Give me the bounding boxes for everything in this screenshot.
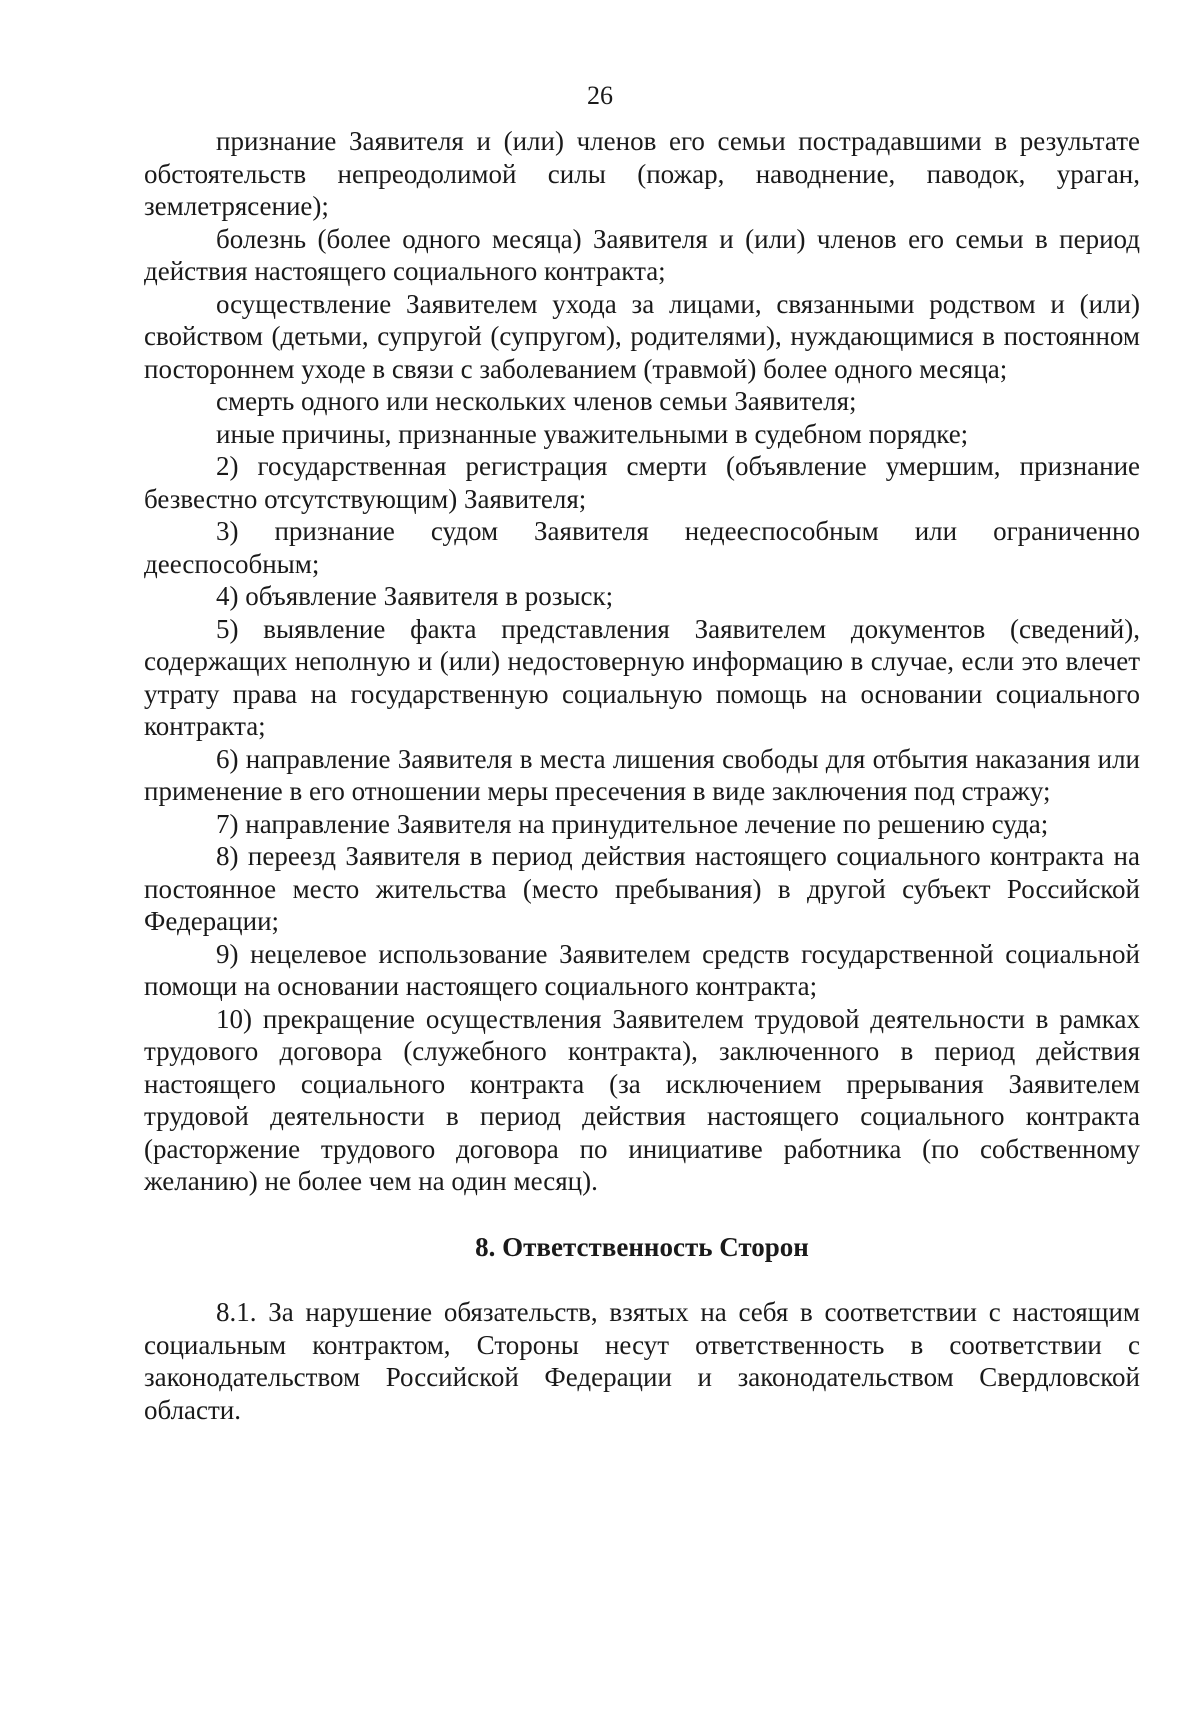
list-item-8: 8) переезд Заявителя в период действия настоящего социального контракта на постоянное место жительства (место пребывания) в другой субъект Российской Федерации; bbox=[144, 841, 1140, 936]
paragraph-care-for-relatives: осуществление Заявителем ухода за лицами, связанными родством и (или) свойством (детьми, супругой (супругом), родителями), нуждающимися в постоянном постороннем уходе в связи с заболеванием (травмой) более одного месяца; bbox=[144, 288, 1140, 384]
paragraph-death-of-family-member: смерть одного или нескольких членов семьи Заявителя; bbox=[216, 386, 857, 416]
paragraph-illness: болезнь (более одного месяца) Заявителя и (или) членов его семьи в период действия настоящего социального контракта; bbox=[144, 223, 1140, 286]
paragraph-other-reasons: иные причины, признанные уважительными в судебном порядке; bbox=[216, 418, 969, 449]
list-item-4: 4) объявление Заявителя в розыск; bbox=[216, 581, 614, 611]
list-item-9: 9) нецелевое использование Заявителем средств государственной социальной помощи на основании настоящего социального контракта; bbox=[144, 938, 1140, 1001]
clause-8-1: 8.1. За нарушение обязательств, взятых на себя в соответствии с настоящим социальным контрактом, Стороны несут ответственность в соответствии с законодательством Российской Федерации и законодательством Свердловской области. bbox=[144, 1297, 1140, 1425]
list-item-3: 3) признание судом Заявителя недееспособным или ограниченно дееспособным; bbox=[144, 516, 1140, 579]
list-item-2: 2) государственная регистрация смерти (объявление умершим, признание безвестно отсутствующим) Заявителя; bbox=[144, 451, 1140, 514]
list-item-10: 10) прекращение осуществления Заявителем трудовой деятельности в рамках трудового договора (служебного контракта), заключенного в период действия настоящего социального контракта (за исключением прерывания Заявителем трудовой деятельности в период действия настоящего социального контракта (расторжение трудового договора по инициативе работника (по собственному желанию) не более чем на один месяц). bbox=[144, 1003, 1140, 1196]
section-heading: 8. Ответственность Сторон bbox=[475, 1231, 809, 1262]
list-item-5: 5) выявление факта представления Заявителем документов (сведений), содержащих неполную и (или) недостоверную информацию в случае, если это влечет утрату права на государственную социальную помощь на основании социального контракта; bbox=[144, 613, 1140, 741]
paragraph-force-majeure: признание Заявителя и (или) членов его семьи пострадавшими в результате обстоятельств непреодолимой силы (пожар, наводнение, паводок, ураган, землетрясение); bbox=[144, 126, 1140, 221]
document-body bbox=[144, 125, 1140, 1426]
list-item-7: 7) направление Заявителя на принудительное лечение по решению суда; bbox=[216, 808, 1049, 839]
page-number: 26 bbox=[587, 81, 613, 110]
list-item-6: 6) направление Заявителя в места лишения свободы для отбытия наказания или применение в его отношении меры пресечения в виде заключения под стражу; bbox=[144, 743, 1140, 806]
